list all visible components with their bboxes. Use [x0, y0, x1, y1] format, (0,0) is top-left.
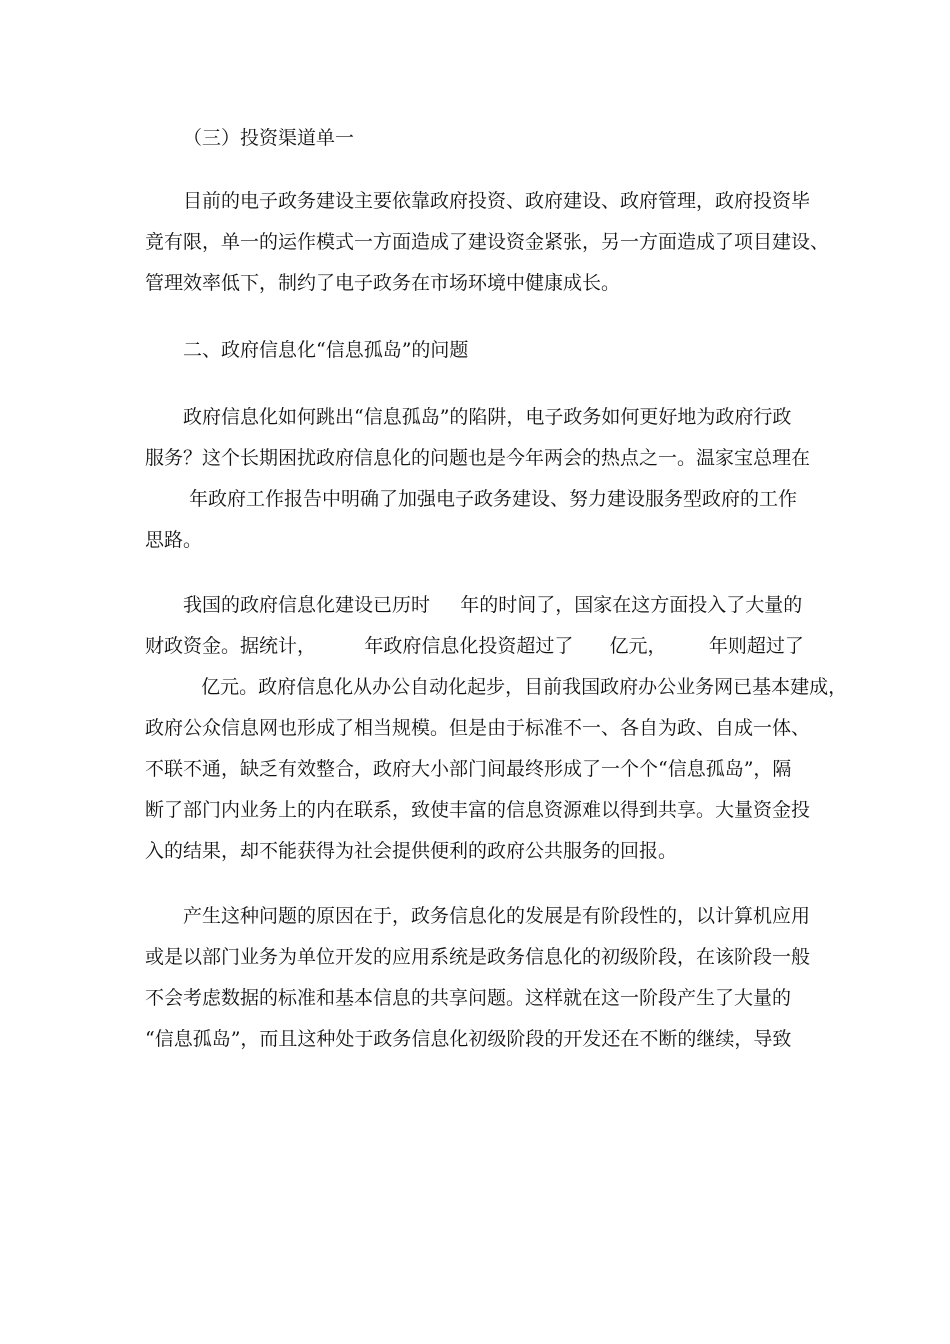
subheading-investment-channel: [145, 118, 805, 159]
paragraph-line: 或是以部门业务为单位开发的应用系统是政务信息化的初级阶段，在该阶段一般: [145, 946, 811, 968]
paragraph-line: “信息孤岛”，而且这种处于政务信息化初级阶段的开发还在不断的继续，导致: [145, 1028, 792, 1050]
paragraph-info-island-question: [145, 397, 811, 561]
paragraph-line: 年政府工作报告中明确了加强电子政务建设、努力建设服务型政府的工作: [183, 488, 798, 510]
paragraph-root-cause: [145, 896, 811, 1060]
paragraph-line: 政府公众信息网也形成了相当规模。但是由于标准不一、各自为政、自成一体、: [145, 717, 811, 739]
paragraph-line: 亿元。政府信息化从办公自动化起步，目前我国政府办公业务网已基本建成，: [183, 676, 848, 698]
paragraph-line: 财政资金。据统计， 年政府信息化投资超过了 亿元， 年则超过了: [145, 635, 804, 657]
spacer: [145, 371, 805, 397]
subheading-line: （三）投资渠道单一: [183, 127, 355, 149]
paragraph-line: 服务？这个长期困扰政府信息化的问题也是今年两会的热点之一。温家宝总理在: [145, 447, 811, 469]
paragraph-line: 政府信息化如何跳出“信息孤岛”的陷阱，电子政务如何更好地为政府行政: [183, 406, 792, 428]
paragraph-line: 不联不通，缺乏有效整合，政府大小部门间最终形成了一个个“信息孤岛”，隔: [145, 758, 792, 780]
paragraph-line: 不会考虑数据的标准和基本信息的共享问题。这样就在这一阶段产生了大量的: [145, 987, 792, 1009]
paragraph-line: 入的结果，却不能获得为社会提供便利的政府公共服务的回报。: [145, 840, 678, 862]
paragraph-line: 管理效率低下，制约了电子政务在市场环境中健康成长。: [145, 272, 621, 294]
paragraph-line: 竟有限，单一的运作模式一方面造成了建设资金紧张，另一方面造成了项目建设、: [145, 231, 830, 253]
document-page: [145, 118, 848, 1060]
paragraph-line: 产生这种问题的原因在于，政务信息化的发展是有阶段性的，以计算机应用: [183, 905, 811, 927]
spacer: [145, 304, 805, 330]
paragraph-gov-investment: [145, 181, 830, 304]
paragraph-line: 目前的电子政务建设主要依靠政府投资、政府建设、政府管理，政府投资毕: [183, 190, 811, 212]
spacer: [145, 159, 805, 181]
paragraph-line: 思路。: [145, 529, 203, 551]
spacer: [145, 561, 805, 585]
paragraph-line: 断了部门内业务上的内在联系，致使丰富的信息资源难以得到共享。大量资金投: [145, 799, 811, 821]
spacer: [145, 872, 805, 896]
heading-line: 二、政府信息化“信息孤岛”的问题: [183, 339, 469, 361]
paragraph-line: 我国的政府信息化建设已历时 年的时间了，国家在这方面投入了大量的: [183, 594, 803, 616]
heading-info-island: [145, 330, 805, 371]
paragraph-investment-history: [145, 585, 848, 872]
